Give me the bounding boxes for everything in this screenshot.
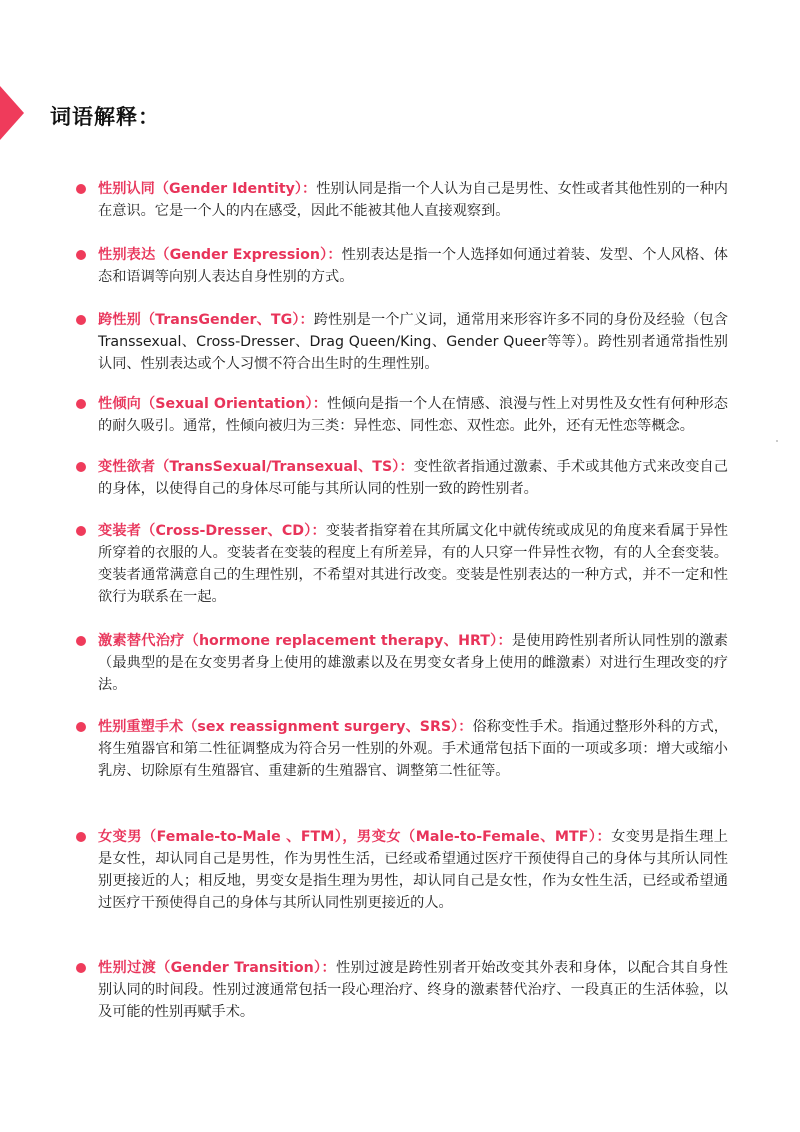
definition-text: 俗称变性手术。指通过整形外科的方式，将生殖器官和第二性征调整成为符合另一性别的外观。手术通常包括下面的一项或多项：增大或缩小乳房、切除原有生殖器官、重建新的生殖器官、调整第二性征等。 [98,719,728,779]
definition-text: 性别过渡是跨性别者开始改变其外表和身体，以配合其自身性别认同的时间段。性别过渡通常包括一段心理治疗、终身的激素替代治疗、一段真正的生活体验，以及可能的性别再赋手术。 [98,960,728,1020]
definition-transgender [98,309,728,375]
definition-term: 性倾向（Sexual Orientation）： [98,396,328,412]
definition-ftm-mtf [98,826,728,914]
definition-term: 激素替代治疗（hormone replacement therapy、HRT）： [98,633,512,649]
definition-text: 性倾向是指一个人在情感、浪漫与性上对男性及女性有何种形态的耐久吸引。通常，性倾向被归为三类：异性恋、同性恋、双性恋。此外，还有无性恋等概念。 [98,396,728,434]
definition-gender-identity [98,178,728,222]
definition-srs [98,716,728,782]
definition-term: 性别重塑手术（sex reassignment surgery、SRS）： [98,719,473,735]
definition-hrt [98,630,728,696]
definition-text: 跨性别是一个广义词，通常用来形容许多不同的身份及经验（包含Transsexual、Cross-Dresser、Drag Queen/King、Gender Queer等等）。跨性别者通常指性别认同、性别表达或个人习惯不符合出生时的生理性别。 [98,312,728,372]
bullet-icon [76,963,86,973]
bullet-icon [76,636,86,646]
bullet-icon [76,832,86,842]
definition-text: 女变男是指生理上是女性，却认同自己是男性，作为男性生活，已经或希望通过医疗干预使得自己的身体与其所认同性别更接近的人；相反地，男变女是指生理为男性，却认同自己是女性，作为女性生活，已经或希望通过医疗干预使得自己的身体与其所认同性别更接近的人。 [98,829,728,911]
definition-text: 是使用跨性别者所认同性别的激素（最典型的是在女变男者身上使用的雄激素以及在男变女者身上使用的雌激素）对进行生理改变的疗法。 [98,633,728,693]
bullet-icon [76,399,86,409]
definition-sexual-orientation [98,393,728,437]
bullet-icon [76,462,86,472]
definition-term: 性别认同（Gender Identity）： [98,181,317,197]
definition-term: 性别过渡（Gender Transition）： [98,960,336,976]
definition-text: 变性欲者指通过激素、手术或其他方式来改变自己的身体，以使得自己的身体尽可能与其所认同的性别一致的跨性别者。 [98,459,728,497]
definition-gender-transition [98,957,728,1023]
bullet-icon [76,722,86,732]
definition-text: 变装者指穿着在其所属文化中就传统或成见的角度来看属于异性所穿着的衣服的人。变装者在变装的程度上有所差异，有的人只穿一件异性衣物，有的人全套变装。变装者通常满意自己的生理性别，不希望对其进行改变。变装是性别表达的一种方式，并不一定和性欲行为联系在一起。 [98,523,728,605]
definition-transsexual [98,456,728,500]
definition-cross-dresser [98,520,728,608]
definition-term: 跨性别（TransGender、TG）： [98,312,314,328]
definition-term: 性别表达（Gender Expression）： [98,247,342,263]
definition-text: 性别表达是指一个人选择如何通过着装、发型、个人风格、体态和语调等向别人表达自身性别的方式。 [98,247,728,285]
definition-gender-expression [98,244,728,288]
definition-term: 女变男（Female-to-Male 、FTM），男变女（Male-to-Female、MTF）： [98,829,612,845]
bullet-icon [76,315,86,325]
page-title: 词语解释： [50,105,160,129]
bullet-icon [76,250,86,260]
decorative-dot [776,440,778,442]
bullet-icon [76,526,86,536]
bullet-icon [76,184,86,194]
definition-text: 性别认同是指一个人认为自己是男性、女性或者其他性别的一种内在意识。它是一个人的内在感受，因此不能被其他人直接观察到。 [98,181,728,219]
definition-term: 变装者（Cross-Dresser、CD）： [98,523,326,539]
definition-term: 变性欲者（TransSexual/Transexual、TS）： [98,459,414,475]
